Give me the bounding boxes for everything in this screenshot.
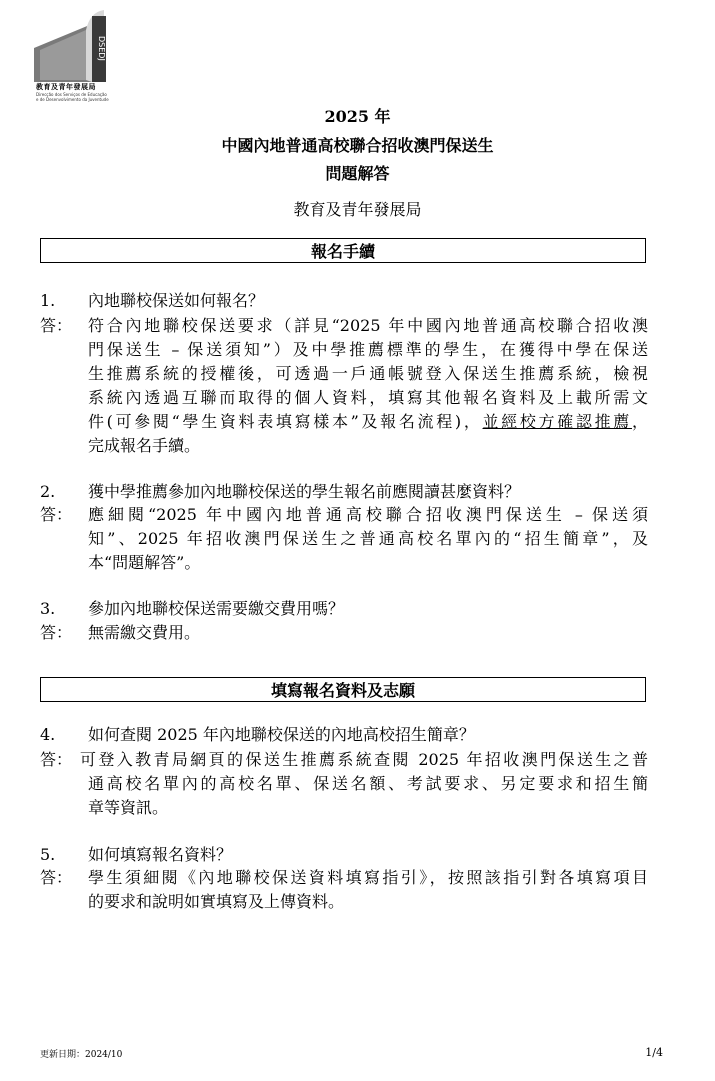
answer-line: 符合內地聯校保送要求（詳見“2025 年中國內地普通高校聯合招收澳	[88, 316, 648, 335]
logo-text	[36, 82, 109, 102]
logo-org-name: 教育及青年發展局	[36, 83, 96, 91]
update-date: 更新日期：2024/10	[40, 1050, 123, 1060]
underlined-requirement: 並經校方確認推薦	[482, 412, 632, 431]
answer-line: 生推薦系統的授權後，可透過一戶通帳號登入保送生推薦系統，檢視	[88, 364, 648, 383]
question-number: 3.	[40, 599, 56, 618]
logo-graphic	[34, 10, 124, 85]
answer-line-with-underline	[88, 410, 648, 434]
section-heading-application-info: 填寫報名資料及志願	[40, 677, 646, 702]
answer-label: 答：	[40, 316, 73, 335]
answer-line: 完成報名手續。	[88, 436, 201, 455]
answer-fragment-tail: ，	[631, 412, 648, 431]
logo-org-pt-2: e de Desenvolvimento da Juventude	[36, 97, 109, 102]
answer-line: 系統內透過互聯而取得的個人資料，填寫其他報名資料及上載所需文	[88, 388, 648, 407]
question-text: 內地聯校保送如何報名？	[88, 291, 265, 310]
question-text: 如何填寫報名資料？	[88, 845, 233, 864]
answer-line: 門保送生 – 保送須知”）及中學推薦標準的學生，在獲得中學在保送	[88, 340, 648, 359]
answer-line: 的要求和說明如實填寫及上傳資料。	[88, 892, 345, 911]
answer-line: 本“問題解答”。	[88, 553, 201, 572]
logo-org-pt-1: Direcção dos Serviços de Educação	[36, 92, 107, 97]
svg-text:DSEDJ: DSEDJ	[97, 36, 106, 61]
answer-line: 章等資訊。	[88, 798, 169, 817]
year-heading: 2025 年	[324, 107, 391, 126]
question-text: 獲中學推薦參加內地聯校保送的學生報名前應閱讀甚麼資料？	[88, 482, 521, 501]
question-number: 5.	[40, 845, 56, 864]
answer-line: 知”、2025 年招收澳門保送生之普通高校名單內的“招生簡章”，及	[88, 529, 648, 548]
question-number: 4.	[40, 725, 56, 744]
section-heading-registration: 報名手續	[40, 238, 646, 263]
page-number: 1/4	[645, 1046, 663, 1059]
question-text: 參加內地聯校保送需要繳交費用嗎？	[88, 599, 345, 618]
title-line-2: 問題解答	[325, 164, 390, 183]
answer-label: 答：	[40, 750, 73, 769]
answer-line: 無需繳交費用。	[88, 623, 201, 642]
title-line-1: 中國內地普通高校聯合招收澳門保送生	[221, 136, 494, 155]
answer-line: 應細閱“2025 年中國內地普通高校聯合招收澳門保送生 – 保送須	[88, 505, 648, 524]
answer-line: 可登入教青局網頁的保送生推薦系統查閱 2025 年招收澳門保送生之普	[80, 750, 648, 769]
question-number: 2.	[40, 482, 56, 501]
answer-label: 答：	[40, 868, 73, 887]
question-number: 1.	[40, 291, 56, 310]
issuer-subtitle: 教育及青年發展局	[293, 200, 422, 219]
question-text: 如何查閱 2025 年內地聯校保送的內地高校招生簡章？	[88, 725, 475, 744]
answer-label: 答：	[40, 505, 73, 524]
answer-fragment: 件(可參閱“學生資料表填寫樣本”及報名流程)，	[88, 412, 483, 431]
answer-label: 答：	[40, 623, 73, 642]
answer-line: 學生須細閱《內地聯校保送資料填寫指引》，按照該指引對各填寫項目	[88, 868, 648, 887]
answer-line: 通高校名單內的高校名單、保送名額、考試要求、另定要求和招生簡	[88, 774, 648, 793]
